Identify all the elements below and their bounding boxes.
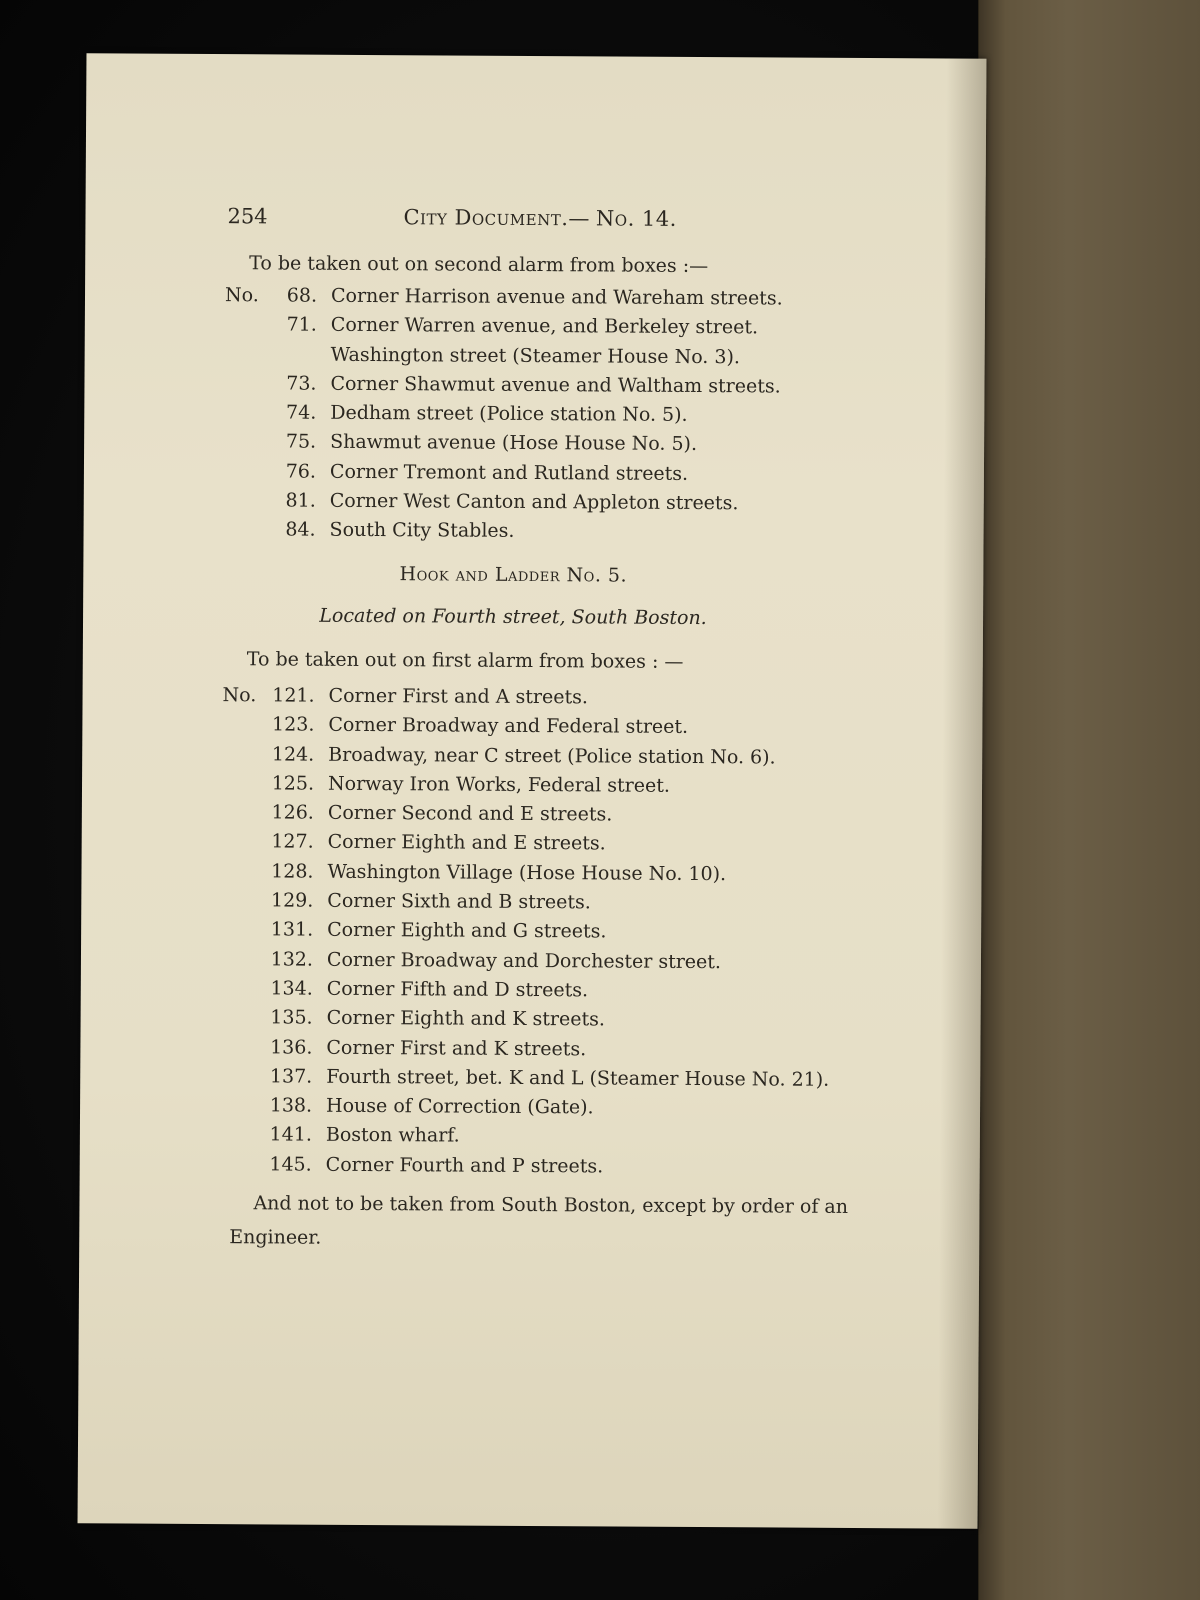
box-number: 129. — [270, 889, 314, 912]
box-number: 132. — [270, 948, 314, 971]
box-location: Washington street (Steamer House No. 3). — [330, 343, 741, 368]
box-location: Boston wharf. — [325, 1124, 460, 1148]
running-head — [403, 205, 677, 231]
second-alarm-list — [223, 284, 783, 548]
box-number: 124. — [271, 743, 315, 766]
box-location: Corner Shawmut avenue and Waltham streets. — [330, 372, 781, 398]
box-location: Corner Fourth and P streets. — [325, 1153, 604, 1178]
box-location: Corner Tremont and Rutland streets. — [329, 460, 689, 485]
box-location: South City Stables. — [329, 519, 515, 543]
document-title: City Document. — [403, 205, 569, 231]
closing-note: And not to be taken from South Boston, except by order of an Engineer. — [229, 1192, 849, 1249]
box-location: Corner Harrison avenue and Wareham streets. — [330, 284, 783, 310]
box-number: 136. — [270, 1035, 313, 1059]
box-location: Corner First and A streets. — [328, 684, 588, 709]
box-location: Corner Eighth and G streets. — [327, 919, 607, 943]
box-number: 131. — [270, 918, 314, 942]
list-prefix: No. — [222, 684, 257, 707]
box-location: Shawmut avenue (Hose House No. 5). — [330, 431, 698, 456]
list-prefix: No. — [224, 284, 259, 307]
box-location: Norway Iron Works, Federal street. — [327, 772, 670, 797]
box-location: House of Correction (Gate). — [326, 1094, 594, 1119]
box-number: 76. — [285, 460, 317, 483]
section-title: Hook and Ladder No. 5. — [399, 563, 628, 587]
box-location: Dedham street (Police station No. 5). — [330, 401, 688, 427]
header-dash: — — [568, 206, 591, 231]
book-page — [78, 53, 987, 1528]
box-location: Corner Broadway and Dorchester street. — [326, 948, 722, 973]
box-number: 145. — [269, 1153, 312, 1176]
box-location: Corner West Canton and Appleton streets. — [329, 489, 739, 515]
box-number: 134. — [270, 977, 313, 1000]
section-location: Located on Fourth street, South Boston. — [319, 604, 707, 630]
box-number: 74. — [286, 401, 317, 424]
box-number: 127. — [271, 830, 314, 854]
box-number: 123. — [272, 713, 315, 736]
box-number: 138. — [269, 1094, 313, 1117]
box-number: 137. — [269, 1065, 313, 1088]
box-location: Corner Second and E streets. — [327, 801, 613, 826]
box-location: Corner Eighth and E streets. — [327, 831, 606, 855]
box-location: Corner Fifth and D streets. — [326, 977, 589, 1002]
box-location: Corner Eighth and K streets. — [326, 1007, 605, 1031]
second-alarm-intro: To be taken out on second alarm from boxes :— — [249, 252, 709, 278]
box-number: 84. — [285, 518, 316, 542]
box-location: Corner Warren avenue, and Berkeley street. — [330, 314, 759, 339]
box-number: 75. — [285, 430, 317, 454]
box-number: 126. — [271, 801, 314, 824]
first-alarm-list — [220, 684, 830, 1182]
box-number: 121. — [272, 684, 315, 707]
box-location: Corner Broadway and Federal street. — [328, 714, 689, 739]
box-number: 81. — [285, 489, 316, 512]
page-header — [227, 204, 847, 238]
document-number: No. 14. — [595, 206, 677, 231]
facing-page-edge — [978, 0, 1200, 1600]
box-location: Broadway, near C street (Police station No. 6). — [328, 743, 776, 769]
box-number: 73. — [286, 372, 317, 395]
box-location: Corner Sixth and B streets. — [327, 889, 591, 914]
box-number: 141. — [269, 1123, 312, 1147]
box-number: 125. — [271, 772, 315, 795]
box-location: Corner First and K streets. — [326, 1036, 587, 1060]
box-number: 135. — [270, 1006, 313, 1029]
box-number: 71. — [286, 313, 317, 336]
box-location: Fourth street, bet. K and L (Steamer House No. 21). — [326, 1065, 830, 1091]
box-location: Washington Village (Hose House No. 10). — [327, 860, 727, 885]
page-number: 254 — [227, 204, 268, 229]
box-number: 68. — [286, 284, 318, 307]
first-alarm-intro: To be taken out on first alarm from boxes : — — [246, 648, 684, 673]
box-number: 128. — [271, 860, 314, 883]
